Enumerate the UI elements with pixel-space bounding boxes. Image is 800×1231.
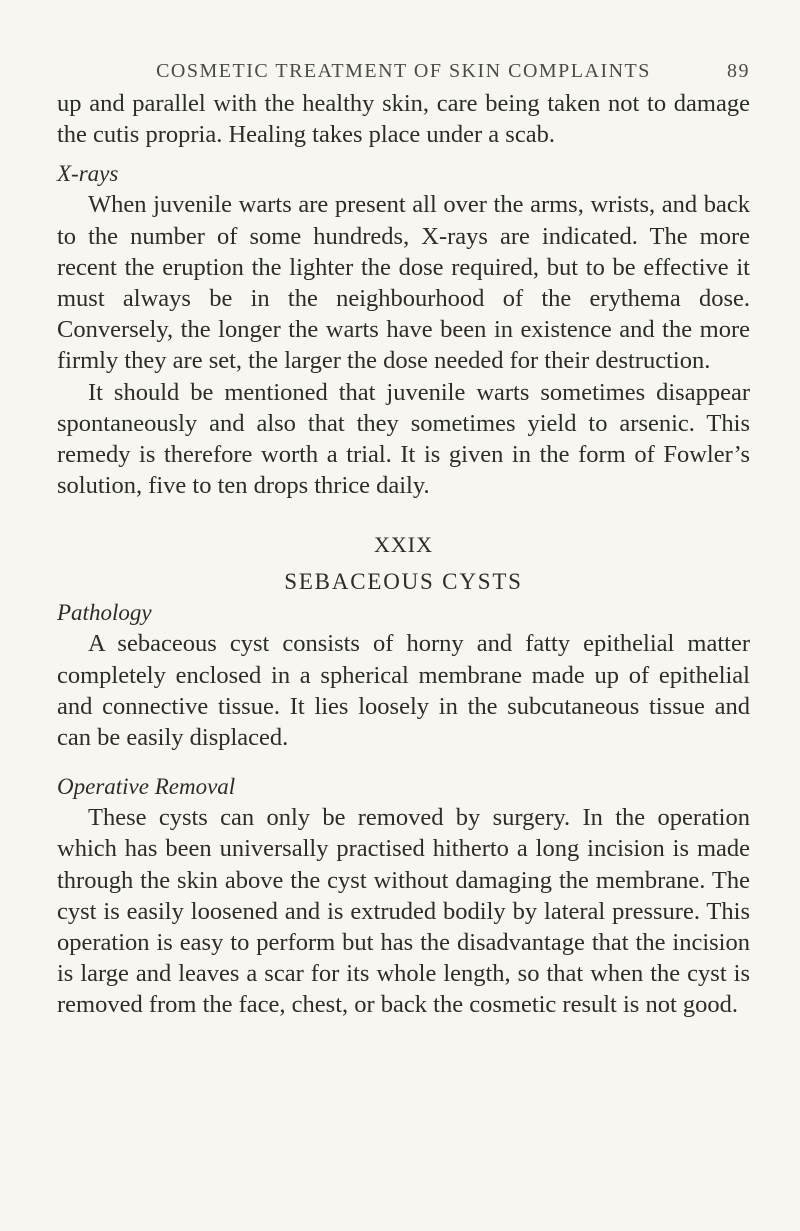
chapter-number: XXIX bbox=[374, 532, 433, 558]
chapter-title: SEBACEOUS CYSTS bbox=[284, 569, 523, 595]
xrays-paragraph-1: When juvenile warts are present all over the arms, wrists, and back to the number of some hundreds, X-rays are indicated. The more recent the eruption the lighter the dose required, but to be effective it must always be in the neighbourhood of the erythema dose. Conversely, the longer the warts have been in existence and the more firmly they are set, the larger the dose needed for their destruction. bbox=[57, 191, 750, 375]
page-number: 89 bbox=[727, 60, 750, 82]
xrays-paragraph-2: It should be mentioned that juvenile warts sometimes disappear spontaneously and also that they sometimes yield to arsenic. This remedy is therefore worth a trial. It is given in the form of Fowler’s solution, five to ten drops thrice daily. bbox=[57, 378, 750, 500]
pathology-heading: Pathology bbox=[57, 600, 152, 626]
page-body bbox=[57, 88, 750, 1021]
xrays-heading: X-rays bbox=[57, 161, 119, 187]
continuation-paragraph: up and parallel with the healthy skin, care being taken not to damage the cutis propria. Healing takes place under a scab. bbox=[57, 90, 750, 149]
running-header bbox=[57, 60, 750, 90]
running-title: COSMETIC TREATMENT OF SKIN COMPLAINTS bbox=[156, 60, 651, 82]
pathology-paragraph: A sebaceous cyst consists of horny and fatty epithelial matter completely enclosed in a spherical membrane made up of epithelial and connective tissue. It lies loosely in the subcutaneous tissue and can be easily displaced. bbox=[57, 630, 750, 752]
operative-removal-paragraph: These cysts can only be removed by surgery. In the operation which has been universally practised hitherto a long incision is made through the skin above the cyst without damaging the membrane. The cyst is easily loosened and is extruded bodily by lateral pressure. This operation is easy to perform but has the disadvantage that the incision is large and leaves a scar for its whole length, so that when the cyst is removed from the face, chest, or back the cosmetic result is not good. bbox=[57, 804, 750, 1019]
operative-removal-heading: Operative Removal bbox=[57, 774, 236, 800]
